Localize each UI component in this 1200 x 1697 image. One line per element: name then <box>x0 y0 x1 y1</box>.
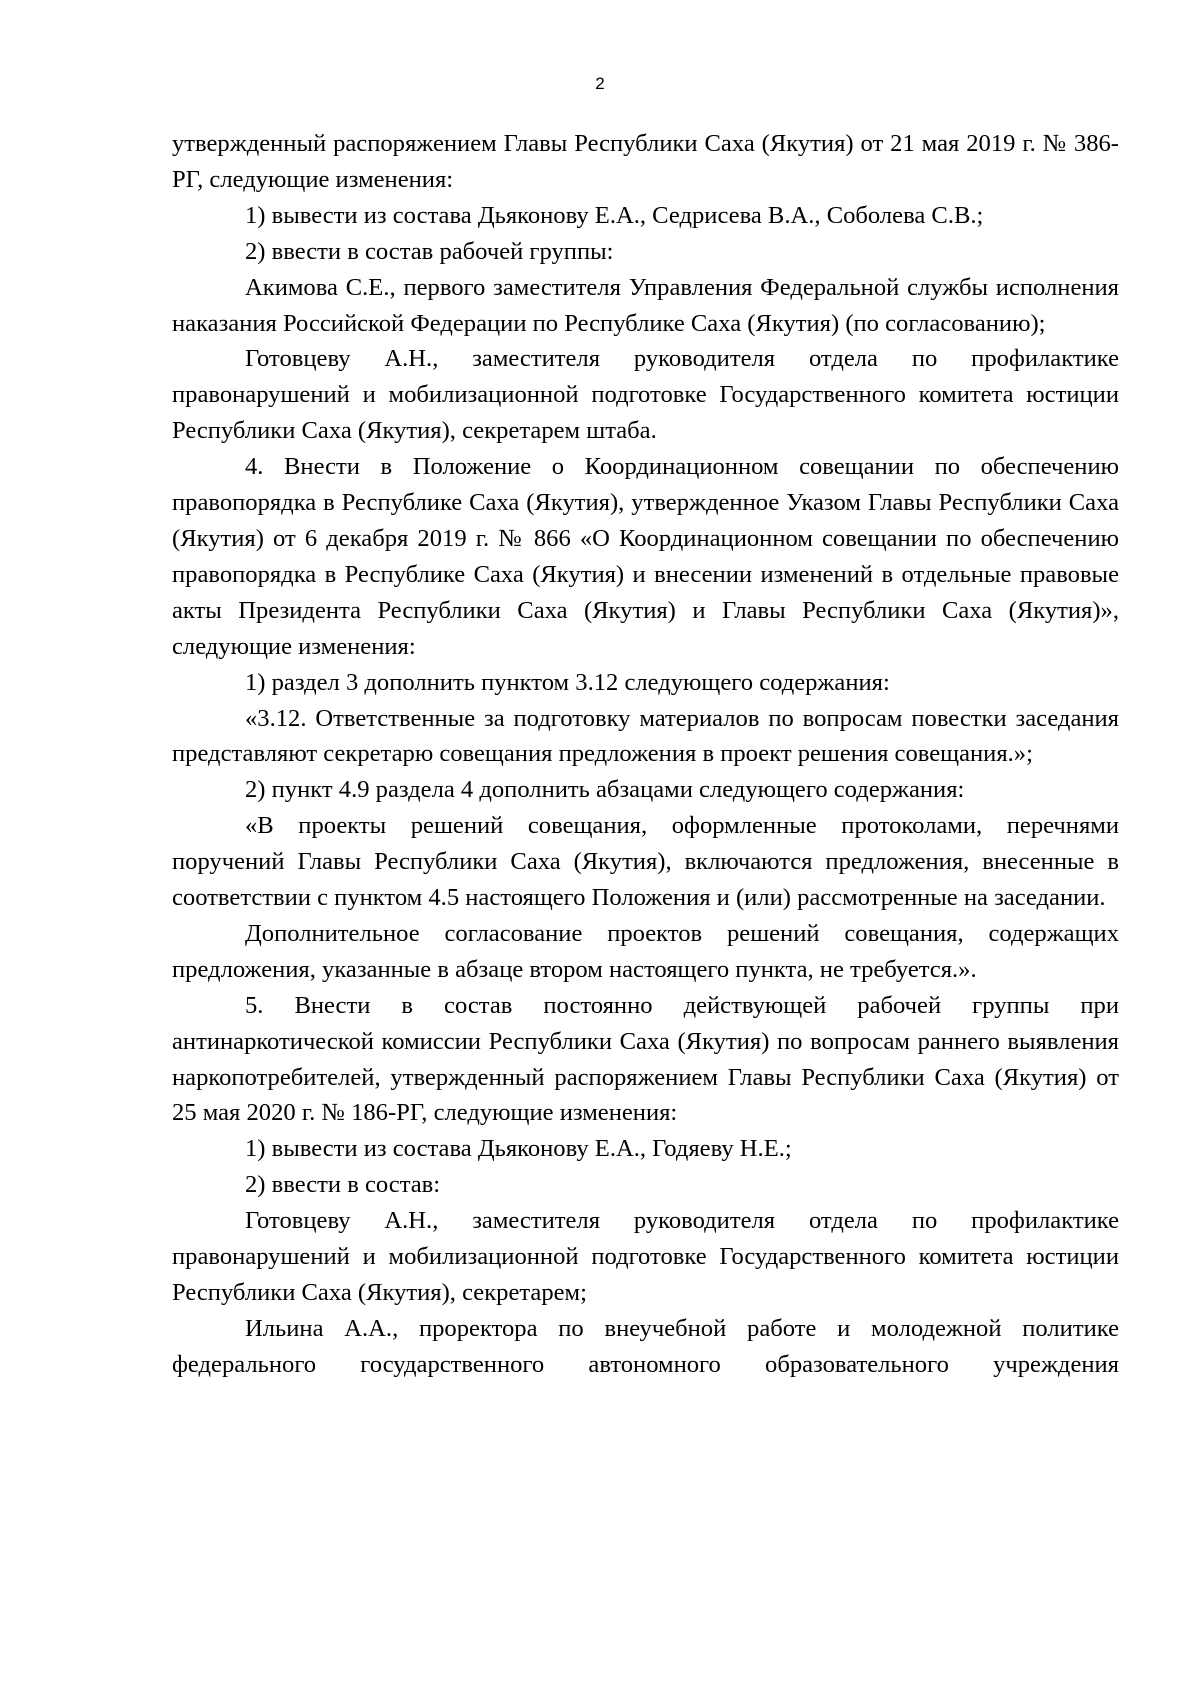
paragraph-member-akimov: Акимова С.Е., первого заместителя Управления Федеральной службы исполнения наказания Российской Федерации по Республике Саха (Якутия) (по согласованию); <box>172 273 1119 337</box>
paragraph-section-3-addition: 1) раздел 3 дополнить пунктом 3.12 следующего содержания: <box>245 668 890 696</box>
paragraph-item-4-9: 2) пункт 4.9 раздела 4 дополнить абзацами следующего содержания: <box>245 776 965 804</box>
paragraph-item-add: 2) ввести в состав рабочей группы: <box>245 237 614 265</box>
paragraph-quote-decisions: «В проекты решений совещания, оформленные протоколами, перечнями поручений Главы Республики Саха (Якутия), включаются предложения, внесенные в соответствии с пунктом 4.5 настоящего Положения и (или) рассмотренные на заседании. <box>172 812 1119 912</box>
paragraph-continuation: утвержденный распоряжением Главы Республики Саха (Якутия) от 21 мая 2019 г. № 386-РГ, следующие изменения: <box>172 130 1119 193</box>
paragraph-member-ilyin: Ильина А.А., проректора по внеучебной работе и молодежной политике федерального государственного автономного образовательного учреждения <box>172 1314 1119 1378</box>
paragraph-item-add-2: 2) ввести в состав: <box>245 1171 441 1199</box>
paragraph-item-remove: 1) вывести из состава Дьяконову Е.А., Седрисева В.А., Соболева С.В.; <box>245 201 984 229</box>
paragraph-clause-4: 4. Внести в Положение о Координационном совещании по обеспечению правопорядка в Республике Саха (Якутия), утвержденное Указом Главы Республики Саха (Якутия) от 6 декабря 2019 г. № 866 «О Координационном совещании по обеспечению правопорядка в Республике Саха (Якутия) и внесении изменений в отдельные правовые акты Президента Республики Саха (Якутия) и Главы Республики Саха (Якутия)», следующие изменения: <box>172 453 1119 660</box>
paragraph-member-gotovtseva: Готовцеву А.Н., заместителя руководителя отдела по профилактике правонарушений и мобилизационной подготовке Государственного комитета юстиции Республики Саха (Якутия), секретарем штаба. <box>172 345 1119 445</box>
document-body <box>172 126 1119 1383</box>
page-number: 2 <box>595 74 605 93</box>
paragraph-clause-5: 5. Внести в состав постоянно действующей рабочей группы при антинаркотической комиссии Республики Саха (Якутия) по вопросам раннего выявления наркопотребителей, утвержденный распоряжением Главы Республики Саха (Якутия) от 25 мая 2020 г. № 186-РГ, следующие изменения: <box>172 991 1119 1127</box>
paragraph-member-gotovtseva-2: Готовцеву А.Н., заместителя руководителя отдела по профилактике правонарушений и мобилизационной подготовке Государственного комитета юстиции Республики Саха (Якутия), секретарем; <box>172 1207 1119 1306</box>
paragraph-item-remove-2: 1) вывести из состава Дьяконову Е.А., Годяеву Н.Е.; <box>245 1135 792 1163</box>
paragraph-additional-approval: Дополнительное согласование проектов решений совещания, содержащих предложения, указанные в абзаце втором настоящего пункта, не требуется.». <box>172 919 1119 983</box>
paragraph-quote-3-12: «3.12. Ответственные за подготовку материалов по вопросам повестки заседания представляют секретарю совещания предложения в проект решения совещания.»; <box>172 704 1119 768</box>
